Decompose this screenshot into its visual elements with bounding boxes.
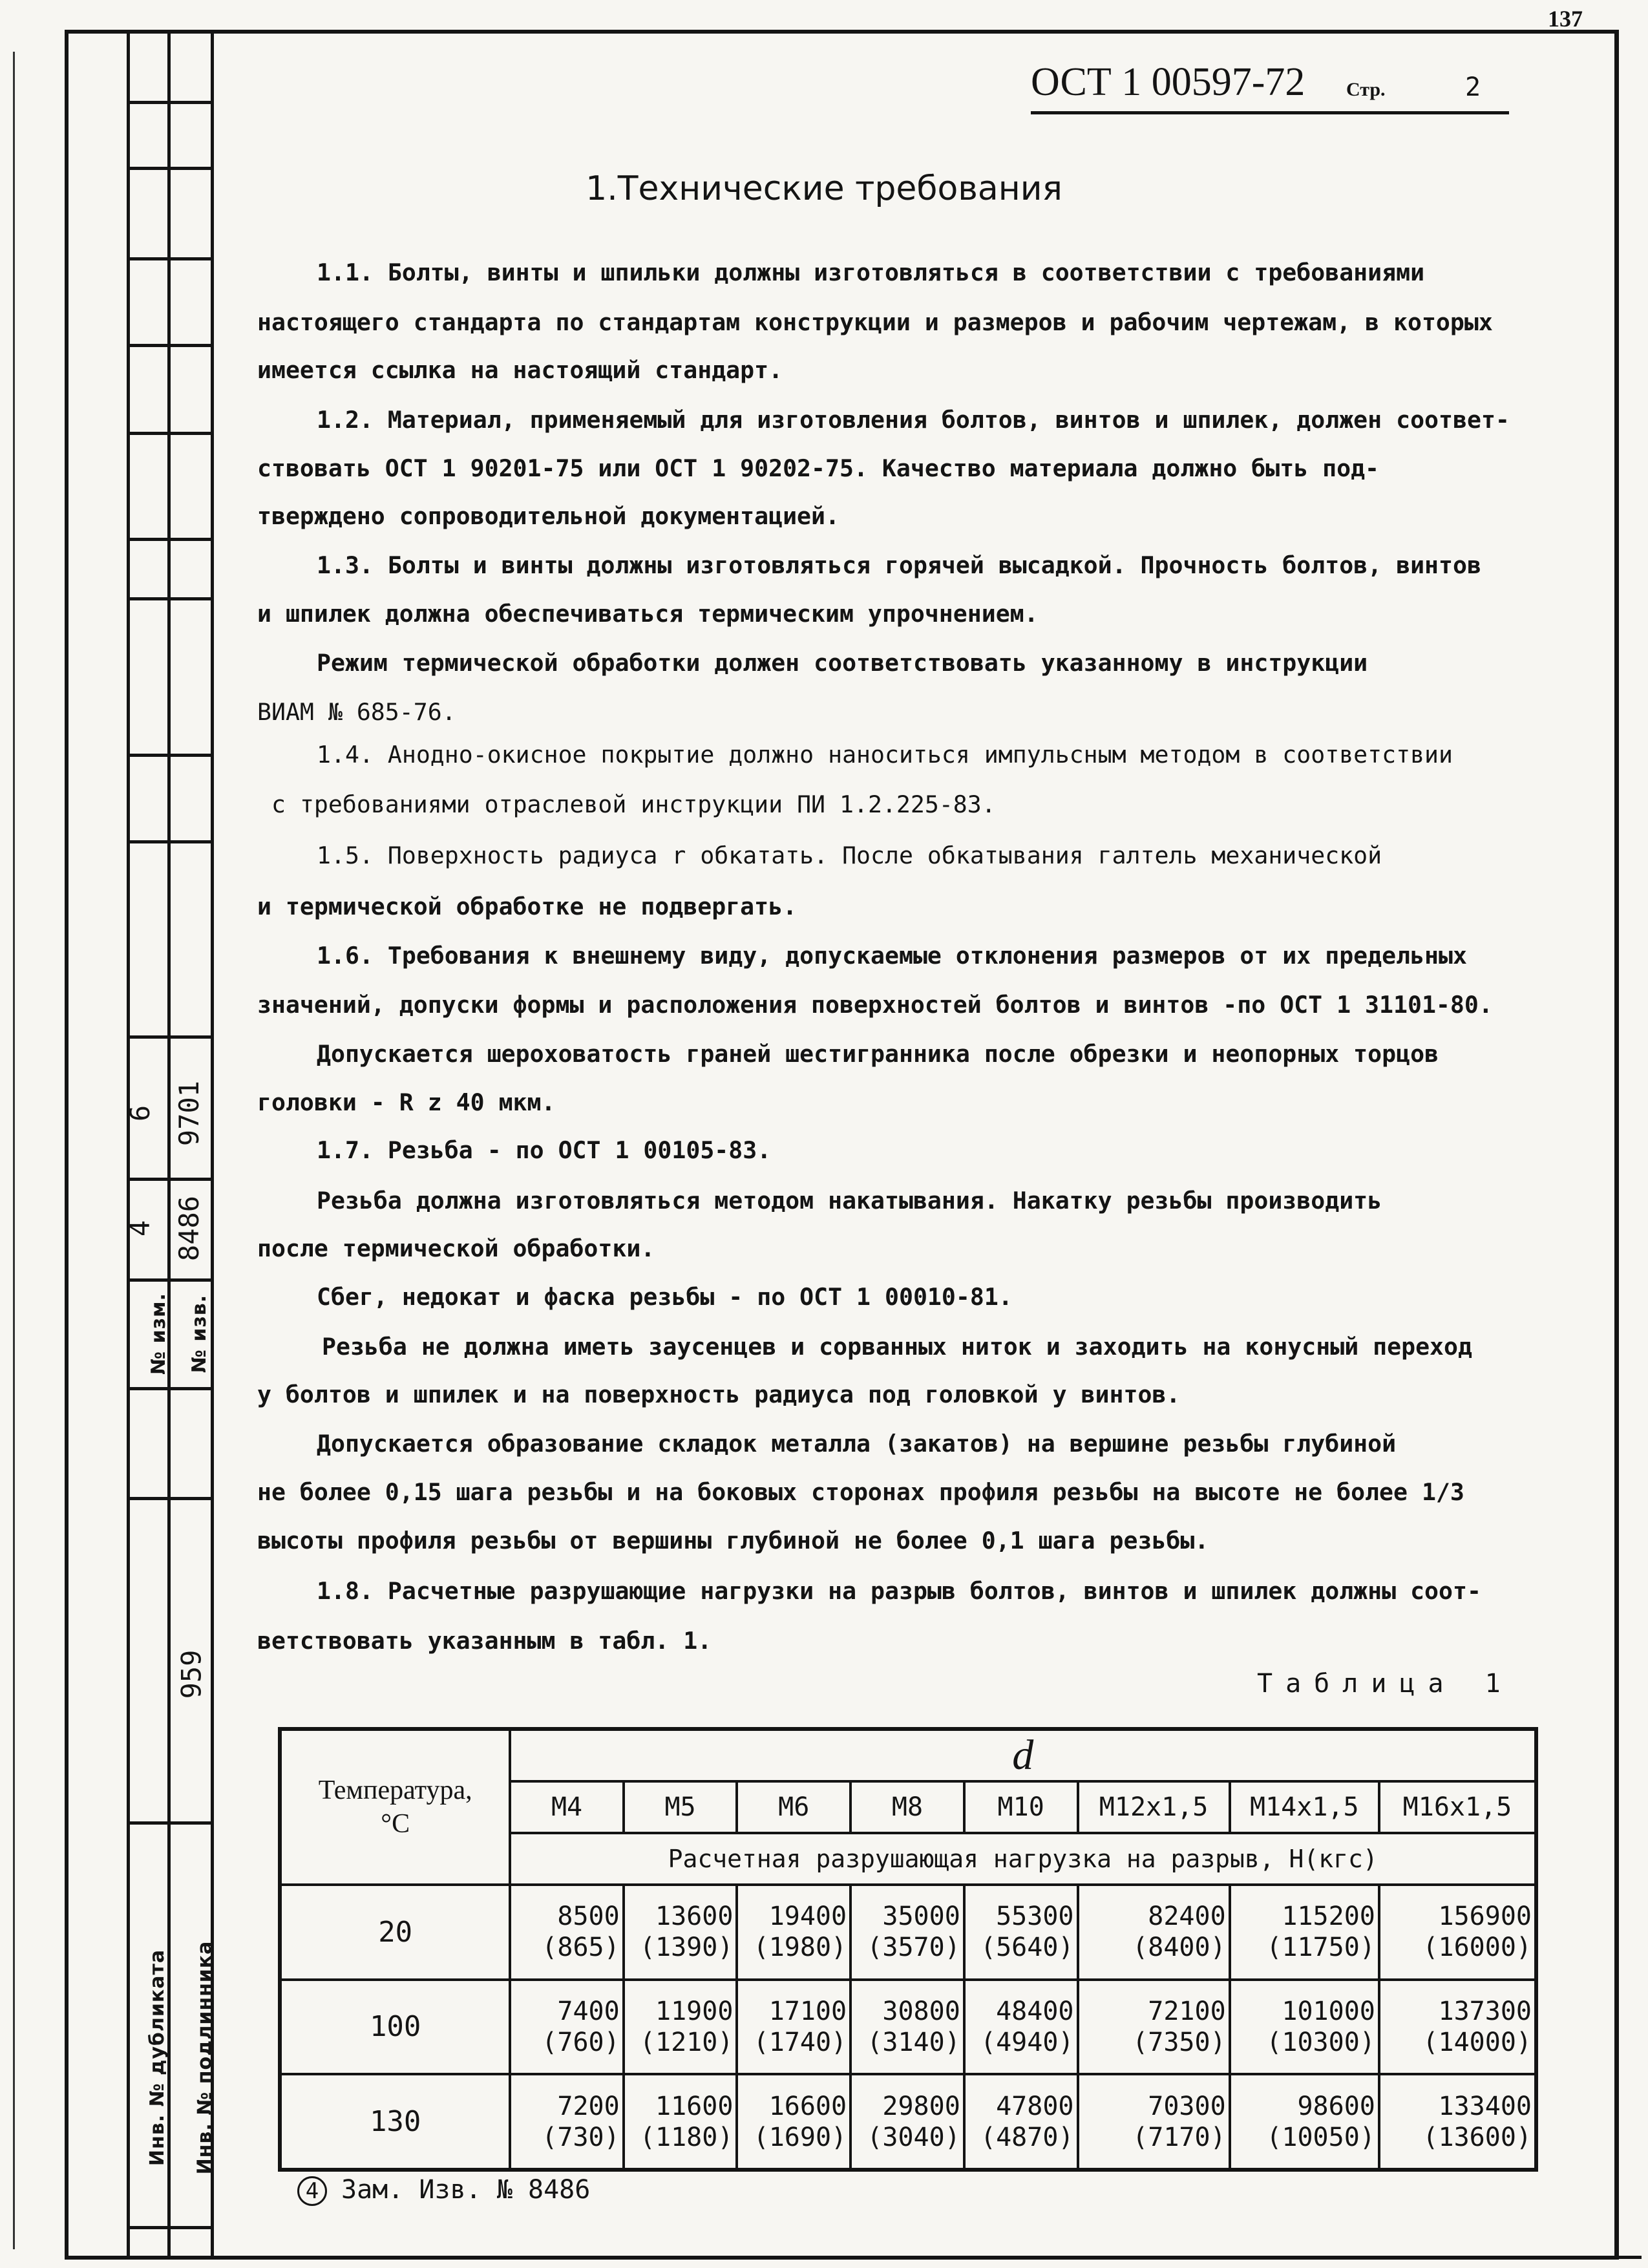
document-header	[1031, 59, 1509, 114]
load-cell: 55300 (5640)	[964, 1885, 1078, 1980]
body-line: тверждено сопроводительной документацией.	[257, 502, 840, 530]
stamp-line	[167, 30, 171, 2256]
table-row	[280, 1980, 1536, 2075]
page-number: 2	[1465, 72, 1481, 102]
load-table	[278, 1727, 1538, 2172]
stamp-dubl-label: Инв. № дубликата	[146, 1949, 169, 2167]
temperature-value: 130	[280, 2074, 510, 2170]
stamp-izm-value: 4	[124, 1220, 156, 1237]
size-header: М16x1,5	[1379, 1781, 1536, 1833]
stamp-line	[211, 30, 214, 2256]
stamp-line	[127, 257, 211, 260]
stamp-line	[127, 538, 211, 541]
load-cell: 35000 (3570)	[850, 1885, 964, 1980]
stamp-line	[127, 432, 211, 435]
body-line: 1.7. Резьба - по ОСТ 1 00105-83.	[317, 1136, 772, 1164]
body-line: 1.3. Болты и винты должны изготовляться горячей высадкой. Прочность болтов, винтов	[317, 551, 1481, 579]
load-cell: 7400 (760)	[510, 1980, 623, 2075]
stamp-podl-label: Инв. № подлинника	[193, 1940, 217, 2175]
stamp-line	[127, 1497, 211, 1500]
document-code: ОСТ 1 00597-72	[1031, 60, 1305, 104]
table-caption: Таблица 1	[1257, 1669, 1514, 1699]
stamp-line	[127, 101, 211, 104]
body-line: 1.5. Поверхность радиуса r обкатать. После обкатывания галтель механической	[317, 842, 1382, 869]
load-cell: 48400 (4940)	[964, 1980, 1078, 2075]
binding-margin-line	[13, 52, 15, 2249]
load-cell: 11900 (1210)	[624, 1980, 737, 2075]
load-cell: 47800 (4870)	[964, 2074, 1078, 2170]
body-line: Допускается шероховатость граней шестигранника после обрезки и неопорных торцов	[317, 1040, 1439, 1068]
load-cell: 29800 (3040)	[850, 2074, 964, 2170]
body-line: Резьба должна изготовляться методом накатывания. Накатку резьбы производить	[317, 1187, 1382, 1214]
load-cell: 70300 (7170)	[1078, 2074, 1230, 2170]
size-header: М5	[624, 1781, 737, 1833]
body-line: головки - R z 40 мкм.	[257, 1088, 556, 1116]
load-cell: 11600 (1180)	[624, 2074, 737, 2170]
body-line: Допускается образование складок металла (закатов) на вершине резьбы глубиной	[317, 1430, 1397, 1457]
load-cell: 156900 (16000)	[1379, 1885, 1536, 1980]
stamp-izm-value: 6	[124, 1105, 156, 1122]
size-header: М12x1,5	[1078, 1781, 1230, 1833]
temperature-header-label: Температура,	[318, 1775, 472, 1805]
table-row	[280, 2074, 1536, 2170]
stamp-line	[127, 1821, 211, 1825]
section-title: 1.Технические требования	[586, 169, 1062, 208]
body-line: ствовать ОСТ 1 90201-75 или ОСТ 1 90202-75. Качество материала должно быть под-	[257, 454, 1380, 482]
left-stamp	[124, 30, 217, 2256]
load-cell: 98600 (10050)	[1230, 2074, 1379, 2170]
stamp-izv-value: 8486	[173, 1195, 206, 1262]
load-cell: 16600 (1690)	[737, 2074, 850, 2170]
load-cell: 19400 (1980)	[737, 1885, 850, 1980]
body-line: ВИАМ № 685-76.	[257, 698, 456, 726]
body-line: 1.2. Материал, применяемый для изготовления болтов, винтов и шпилек, должен соответ-	[317, 406, 1510, 434]
load-subheader: Расчетная разрушающая нагрузка на разрыв, Н(кгс)	[510, 1833, 1536, 1885]
stamp-izv-label: № изв.	[188, 1294, 211, 1373]
load-cell: 82400 (8400)	[1078, 1885, 1230, 1980]
load-cell: 72100 (7350)	[1078, 1980, 1230, 2075]
page-label: Стр.	[1346, 79, 1386, 100]
temperature-value: 20	[280, 1885, 510, 1980]
body-line: не более 0,15 шага резьбы и на боковых сторонах профиля резьбы на высоте не более 1/3	[257, 1478, 1464, 1506]
body-line: 1.8. Расчетные разрушающие нагрузки на разрыв болтов, винтов и шпилек должны соот-	[317, 1577, 1481, 1605]
stamp-line	[127, 1278, 211, 1282]
stamp-podl-value: 959	[175, 1649, 207, 1699]
load-cell: 30800 (3140)	[850, 1980, 964, 2075]
body-line: ветствовать указанным в табл. 1.	[257, 1627, 712, 1655]
body-line: с требованиями отраслевой инструкции ПИ 1.2.225-83.	[271, 790, 996, 818]
table-row	[280, 1885, 1536, 1980]
body-line: 1.6. Требования к внешнему виду, допускаемые отклонения размеров от их предельных	[317, 942, 1467, 970]
body-line: Сбег, недокат и фаска резьбы - по ОСТ 1 00010-81.	[317, 1283, 1013, 1311]
outer-bottom-line	[65, 2256, 1642, 2259]
body-line: имеется ссылка на настоящий стандарт.	[257, 356, 783, 384]
load-cell: 7200 (730)	[510, 2074, 623, 2170]
change-number-circle: 4	[297, 2176, 327, 2206]
temperature-header-unit: °C	[381, 1809, 410, 1839]
size-header: М14x1,5	[1230, 1781, 1379, 1833]
change-note-text: Зам. Изв. № 8486	[341, 2175, 591, 2205]
load-cell: 115200 (11750)	[1230, 1885, 1379, 1980]
body-line: у болтов и шпилек и на поверхность радиуса под головкой у винтов.	[257, 1381, 1181, 1408]
load-cell: 133400 (13600)	[1379, 2074, 1536, 2170]
stamp-line	[127, 1387, 211, 1390]
body-line: значений, допуски формы и расположения поверхностей болтов и винтов -по ОСТ 1 31101-80.	[257, 991, 1493, 1019]
load-cell: 101000 (10300)	[1230, 1980, 1379, 2075]
stamp-line	[127, 597, 211, 600]
load-cell: 17100 (1740)	[737, 1980, 850, 2075]
temperature-value: 100	[280, 1980, 510, 2075]
body-line: высоты профиля резьбы от вершины глубиной не более 0,1 шага резьбы.	[257, 1527, 1209, 1554]
stamp-line	[127, 840, 211, 843]
body-line: Резьба не должна иметь заусенцев и сорванных ниток и заходить на конусный переход	[322, 1333, 1472, 1361]
stamp-izm-label: № изм.	[147, 1293, 170, 1375]
sheet-number: 137	[1548, 6, 1583, 32]
size-header: М10	[964, 1781, 1078, 1833]
body-line: и шпилек должна обеспечиваться термическим упрочнением.	[257, 600, 1039, 628]
body-line: 1.4. Анодно-окисное покрытие должно наноситься импульсным методом в соответствии	[317, 741, 1453, 768]
load-cell: 13600 (1390)	[624, 1885, 737, 1980]
stamp-izv-value: 9701	[173, 1080, 206, 1147]
stamp-line	[127, 1035, 211, 1039]
size-header: М4	[510, 1781, 623, 1833]
stamp-line	[127, 2226, 211, 2229]
size-header: М6	[737, 1781, 850, 1833]
change-note	[297, 2175, 590, 2206]
body-line: и термической обработке не подвергать.	[257, 893, 798, 920]
load-cell: 8500 (865)	[510, 1885, 623, 1980]
stamp-line	[127, 344, 211, 347]
body-line: после термической обработки.	[257, 1235, 655, 1262]
temperature-header	[280, 1729, 510, 1885]
stamp-line	[127, 30, 130, 2256]
body-line: 1.1. Болты, винты и шпильки должны изготовляться в соответствии с требованиями	[317, 259, 1425, 286]
load-cell: 137300 (14000)	[1379, 1980, 1536, 2075]
body-line: Режим термической обработки должен соответствовать указанному в инструкции	[317, 649, 1368, 677]
diameter-header: d	[510, 1729, 1536, 1781]
size-header: М8	[850, 1781, 964, 1833]
stamp-line	[127, 1178, 211, 1181]
stamp-line	[127, 754, 211, 757]
body-line: настоящего стандарта по стандартам конструкции и размеров и рабочим чертежам, в которых	[257, 308, 1493, 336]
